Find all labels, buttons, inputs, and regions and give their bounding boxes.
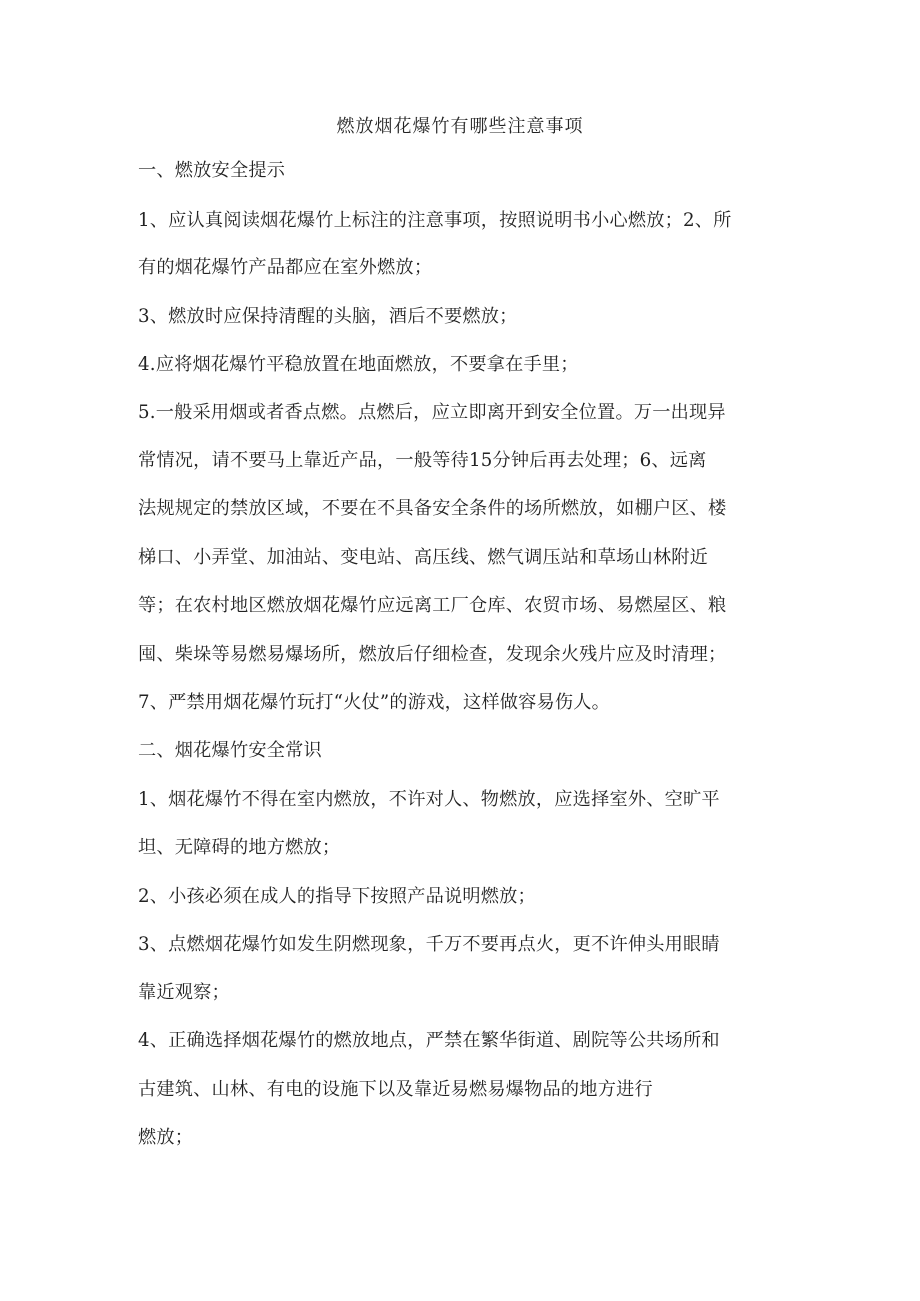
section-heading-1: 一、燃放安全提示	[138, 160, 286, 181]
paragraph-line: 靠近观察；	[138, 982, 230, 1003]
paragraph-line: 3、点燃烟花爆竹如发生阴燃现象，千万不要再点火，更不许伸头用眼睛	[138, 934, 720, 955]
section-heading-2: 二、烟花爆竹安全常识	[138, 740, 322, 761]
paragraph-line: 1、应认真阅读烟花爆竹上标注的注意事项，按照说明书小心燃放；2、所	[138, 210, 732, 231]
paragraph-line: 囤、柴垛等易燃易爆场所，燃放后仔细检查，发现余火残片应及时清理；	[138, 644, 727, 665]
paragraph-line: 1、烟花爆竹不得在室内燃放，不许对人、物燃放，应选择室外、空旷平	[138, 789, 720, 810]
paragraph-line: 坦、无障碍的地方燃放；	[138, 837, 341, 858]
paragraph-line: 燃放；	[138, 1127, 194, 1148]
document-title: 燃放烟花爆竹有哪些注意事项	[336, 116, 584, 137]
paragraph-line: 法规规定的禁放区域，不要在不具备安全条件的场所燃放，如棚户区、楼	[138, 498, 727, 519]
paragraph-line: 5.一般采用烟或者香点燃。点燃后，应立即离开到安全位置。万一出现异	[138, 402, 726, 423]
paragraph-line: 等；在农村地区燃放烟花爆竹应远离工厂仓库、农贸市场、易燃屋区、粮	[138, 595, 727, 616]
paragraph-line: 常情况，请不要马上靠近产品，一般等待15分钟后再去处理；6、远离	[138, 450, 707, 471]
paragraph-line: 7、严禁用烟花爆竹玩打“火仗”的游戏，这样做容易伤人。	[138, 692, 611, 713]
paragraph-line: 2、小孩必须在成人的指导下按照产品说明燃放；	[138, 886, 536, 907]
paragraph-line: 梯口、小弄堂、加油站、变电站、高压线、燃气调压站和草场山林附近	[138, 547, 709, 568]
paragraph-line: 4、正确选择烟花爆竹的燃放地点，严禁在繁华街道、剧院等公共场所和	[138, 1030, 720, 1051]
paragraph-line: 4.应将烟花爆竹平稳放置在地面燃放，不要拿在手里；	[138, 354, 579, 375]
paragraph-line: 古建筑、山林、有电的设施下以及靠近易燃易爆物品的地方进行	[138, 1079, 653, 1100]
paragraph-line: 3、燃放时应保持清醒的头脑，酒后不要燃放；	[138, 306, 518, 327]
paragraph-line: 有的烟花爆竹产品都应在室外燃放；	[138, 257, 433, 278]
